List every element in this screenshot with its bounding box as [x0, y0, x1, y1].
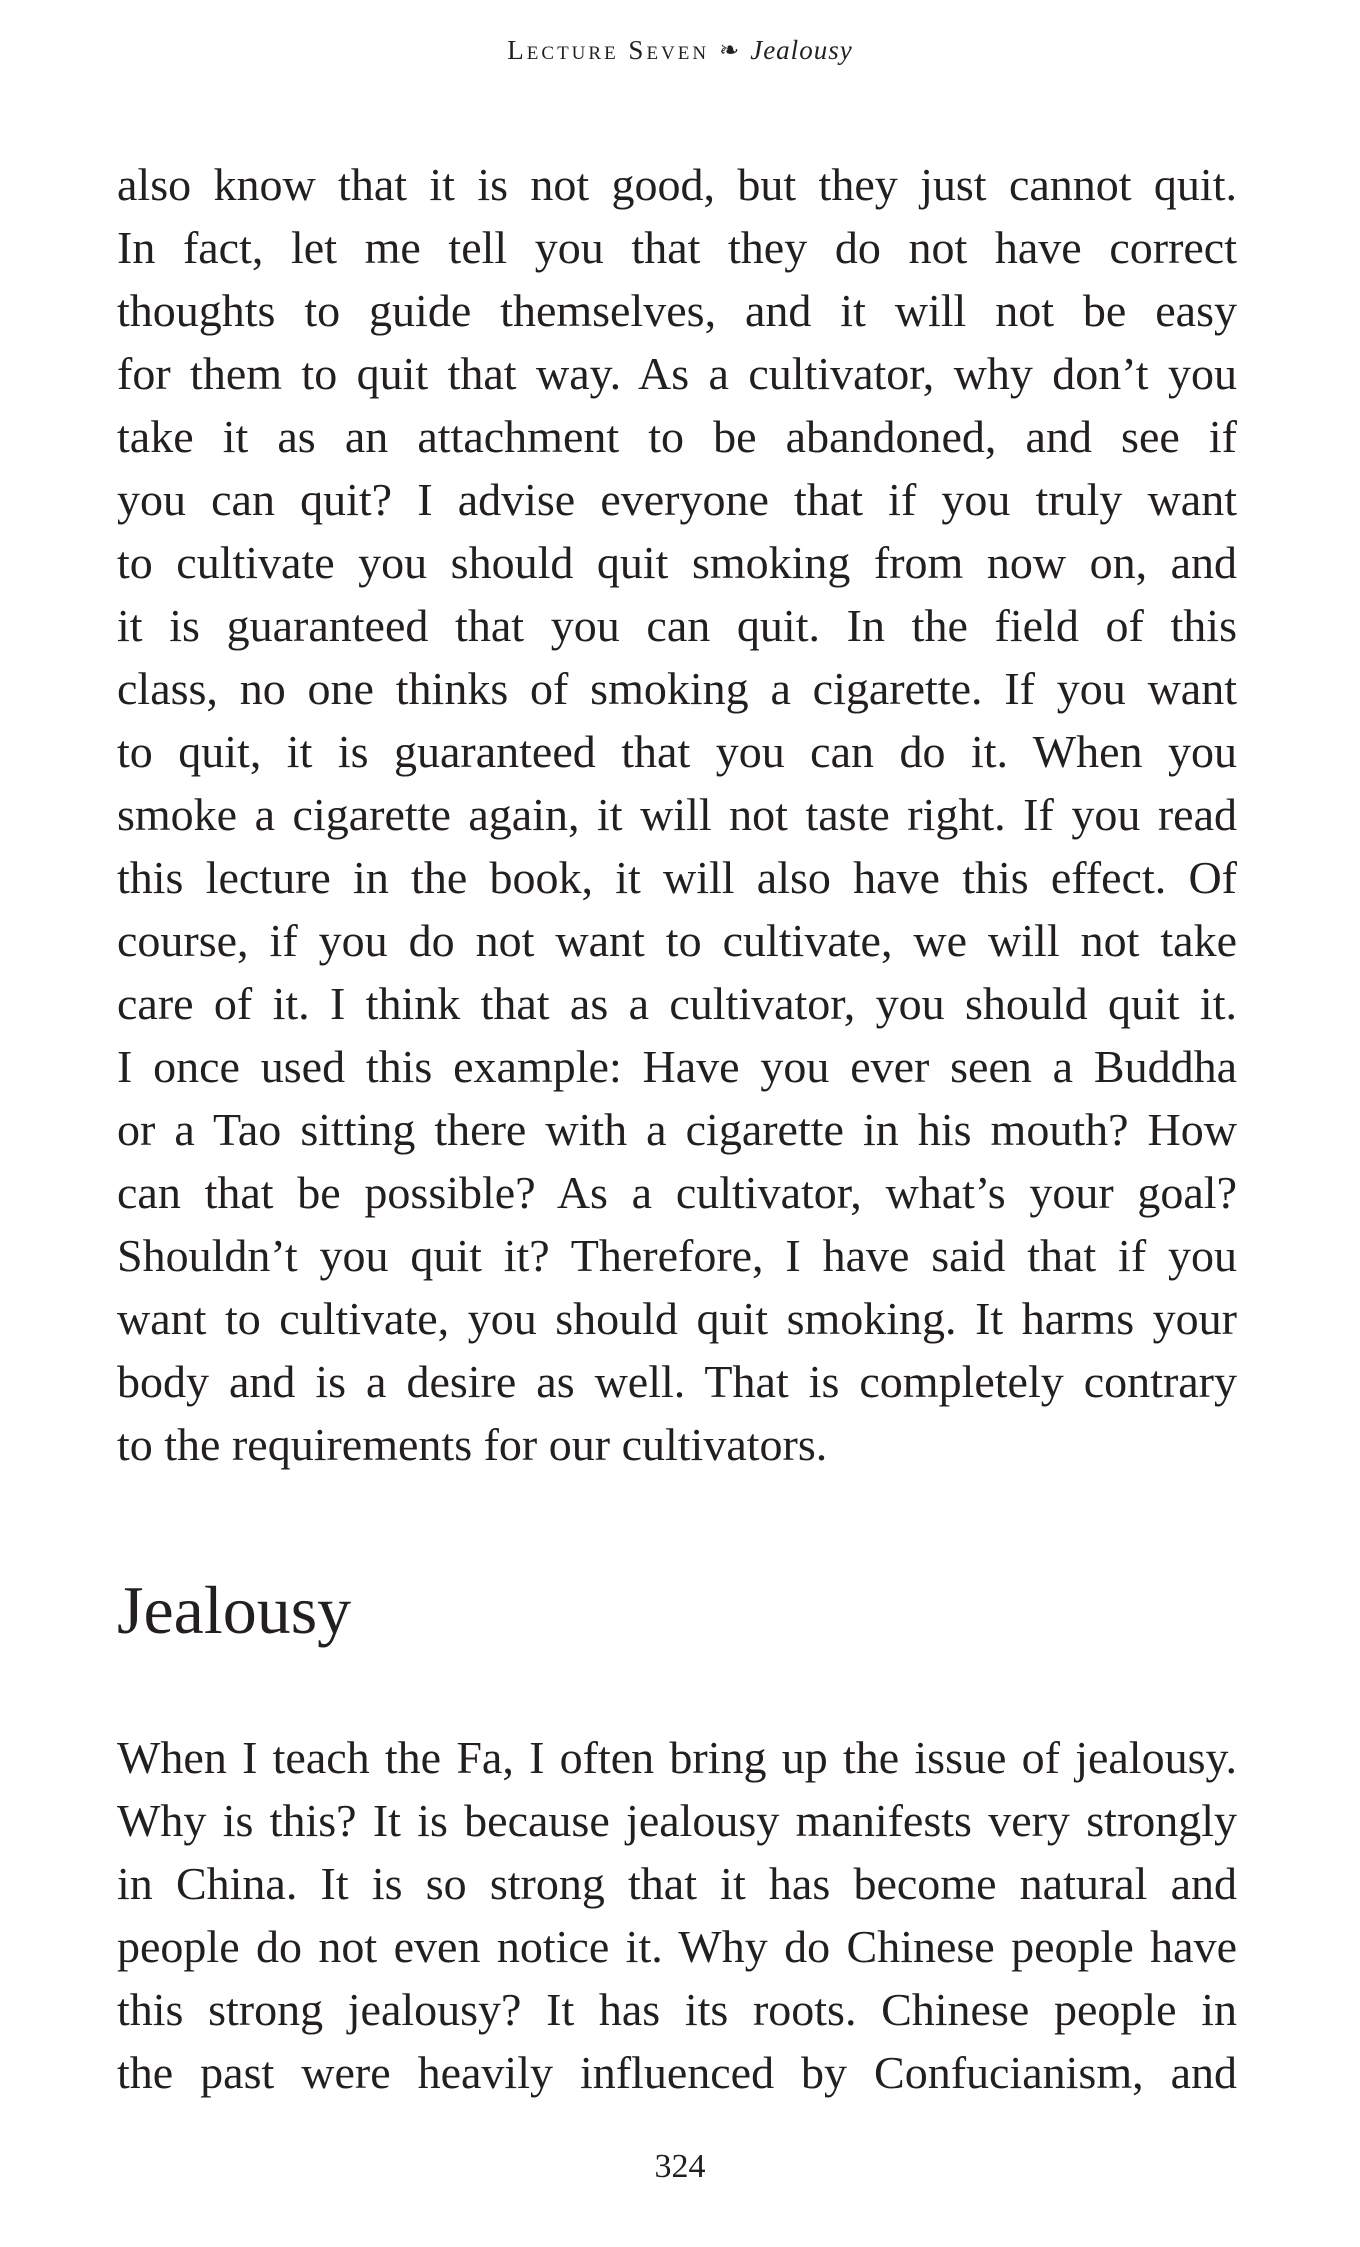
text-line: to the requirements for our cultivators. — [117, 1419, 828, 1470]
text-line: this lecture in the book, it will also have this effect. Of — [117, 852, 1237, 903]
text-line: Shouldn’t you quit it? Therefore, I have said that if you — [117, 1230, 1237, 1281]
text-line: for them to quit that way. As a cultivator, why don’t you — [117, 348, 1237, 399]
body-paragraph-jealousy — [117, 1726, 1237, 2104]
running-header — [0, 30, 1360, 71]
page-number: 324 — [654, 2148, 706, 2185]
text-line: also know that it is not good, but they just cannot quit. — [117, 159, 1237, 210]
text-line: In fact, let me tell you that they do not have correct — [117, 222, 1237, 273]
text-line: can that be possible? As a cultivator, what’s your goal? — [117, 1167, 1237, 1218]
fleuron-icon: ❧ — [719, 38, 741, 64]
text-line: take it as an attachment to be abandoned, and see if — [117, 411, 1237, 462]
text-line: it is guaranteed that you can quit. In the field of this — [117, 600, 1237, 651]
text-line: or a Tao sitting there with a cigarette in his mouth? How — [117, 1104, 1237, 1155]
text-line: Why is this? It is because jealousy manifests very strongly — [117, 1795, 1237, 1846]
text-line: class, no one thinks of smoking a cigarette. If you want — [117, 663, 1237, 714]
text-line: people do not even notice it. Why do Chinese people have — [117, 1921, 1237, 1972]
text-line: to cultivate you should quit smoking from now on, and — [117, 537, 1237, 588]
text-line: smoke a cigarette again, it will not taste right. If you read — [117, 789, 1237, 840]
body-paragraph-smoking — [117, 153, 1237, 1476]
text-line: course, if you do not want to cultivate, we will not take — [117, 915, 1237, 966]
text-line: this strong jealousy? It has its roots. Chinese people in — [117, 1984, 1237, 2035]
text-line: thoughts to guide themselves, and it will not be easy — [117, 285, 1237, 336]
text-line: When I teach the Fa, I often bring up the issue of jealousy. — [117, 1732, 1237, 1783]
section-heading: Jealousy — [117, 1572, 352, 1648]
text-line: the past were heavily influenced by Confucianism, and — [117, 2047, 1237, 2098]
running-header-lecture: Lecture Seven — [507, 35, 710, 65]
text-line: to quit, it is guaranteed that you can do it. When you — [117, 726, 1237, 777]
text-line: care of it. I think that as a cultivator, you should quit it. — [117, 978, 1237, 1029]
running-header-title: Jealousy — [750, 35, 853, 65]
text-line: want to cultivate, you should quit smoking. It harms your — [117, 1293, 1237, 1344]
text-line: in China. It is so strong that it has become natural and — [117, 1858, 1237, 1909]
text-line: you can quit? I advise everyone that if you truly want — [117, 474, 1237, 525]
text-line: body and is a desire as well. That is completely contrary — [117, 1356, 1237, 1407]
text-line: I once used this example: Have you ever seen a Buddha — [117, 1041, 1237, 1092]
